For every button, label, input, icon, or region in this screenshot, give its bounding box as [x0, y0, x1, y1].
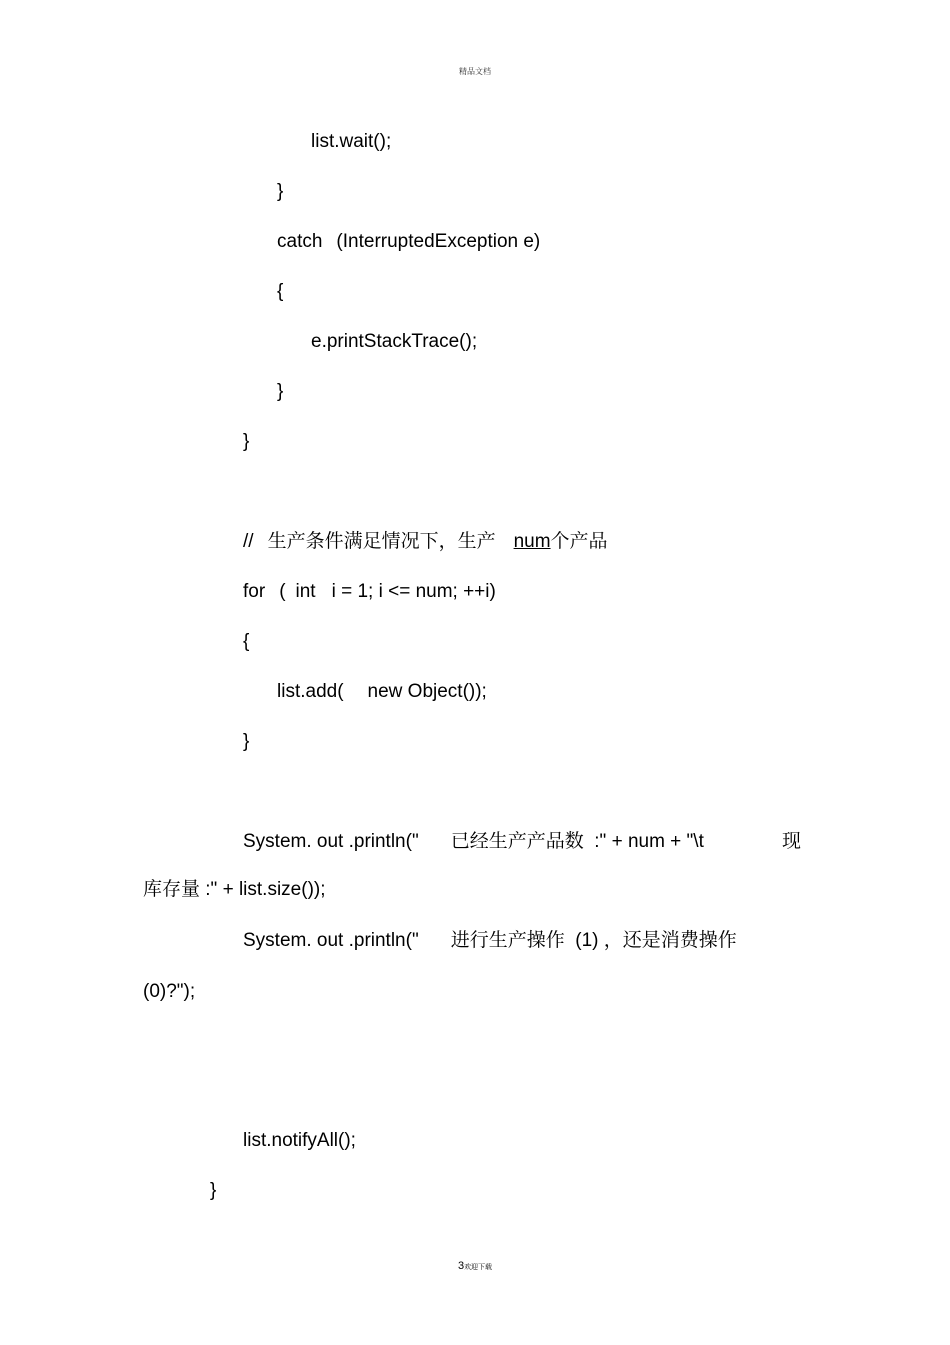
footer-text: 欢迎下载	[464, 1264, 493, 1271]
page-header: 精品文档	[459, 67, 491, 76]
code-token: 生产条件满足情况下，生产	[267, 531, 496, 552]
code-line: }	[277, 381, 284, 402]
code-token: 个产品	[550, 531, 608, 552]
code-token: 已经生产产品数 :" + num + "\t	[450, 831, 704, 852]
code-line: e.printStackTrace();	[311, 331, 478, 352]
code-token: catch	[277, 231, 323, 252]
code-token: System. out .println("	[243, 831, 419, 852]
code-token: for	[243, 581, 266, 602]
code-line	[243, 580, 496, 604]
code-token: i = 1; i <= num; ++i)	[331, 581, 496, 602]
code-line: }	[243, 731, 250, 752]
code-line	[277, 230, 540, 254]
code-token: new Object());	[367, 681, 487, 702]
code-token: 进行生产操作 (1) ，还是消费操作	[450, 930, 737, 951]
code-token: (InterruptedException e)	[336, 231, 541, 252]
code-token: //	[243, 531, 254, 552]
code-token: System. out .println("	[243, 930, 419, 951]
code-line: }	[210, 1180, 217, 1201]
code-comment	[243, 530, 608, 554]
code-token: (	[279, 581, 286, 602]
code-line: (0)?");	[143, 981, 196, 1002]
code-token: list.add(	[277, 681, 344, 702]
code-line: {	[277, 281, 284, 302]
code-token: 现	[782, 831, 802, 852]
code-line	[243, 929, 737, 953]
code-line: 库存量 :" + list.size());	[143, 879, 326, 900]
code-token: int	[295, 581, 316, 602]
code-line	[277, 680, 487, 704]
code-line: }	[243, 431, 250, 452]
code-line: }	[277, 181, 284, 202]
code-line	[243, 830, 704, 854]
page-number: 3	[457, 1260, 465, 1272]
page-footer	[0, 1260, 950, 1272]
code-token: num	[513, 531, 551, 552]
code-line: list.wait();	[311, 131, 392, 152]
code-line: list.notifyAll();	[243, 1130, 356, 1151]
code-line: {	[243, 631, 250, 652]
